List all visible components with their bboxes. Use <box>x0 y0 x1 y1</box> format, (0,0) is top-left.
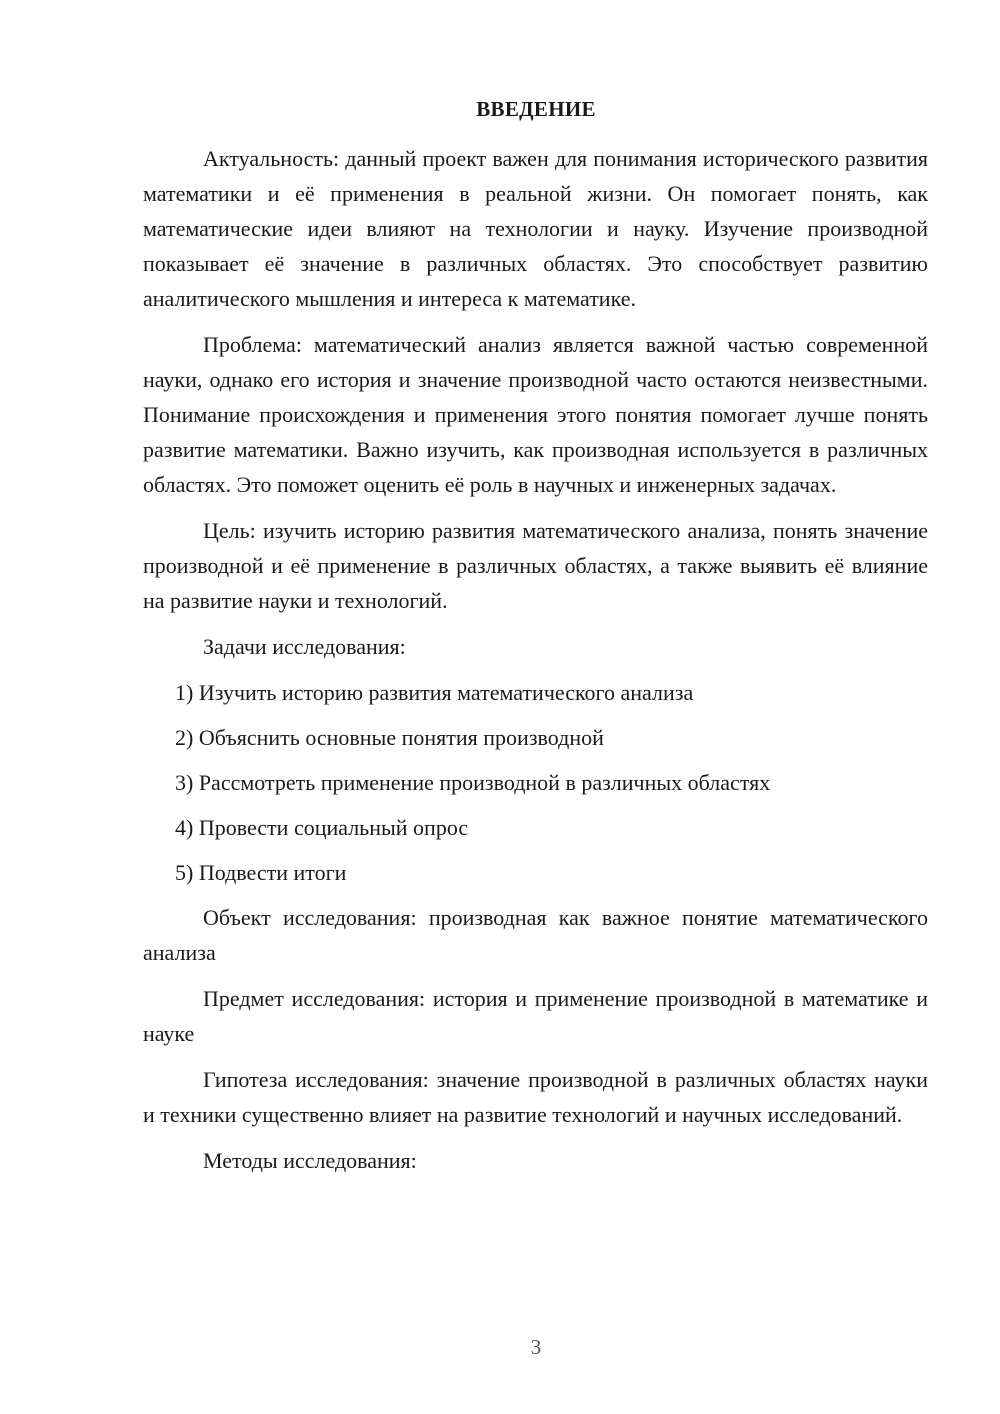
page-number: 3 <box>530 1335 542 1359</box>
paragraph-relevance: Актуальность: данный проект важен для понимания исторического развития математики и её применения в реальной жизни. Он помогает понять, как математические идеи влияют на технологии и науку. Изучение производной показывает её значение в различных областях. Это способствует развитию аналитического мышления и интереса к математике. <box>143 146 928 311</box>
paragraph-object: Объект исследования: производная как важное понятие математического анализа <box>143 905 928 965</box>
list-item: 5) Подвести итоги <box>175 860 347 885</box>
list-item: 2) Объяснить основные понятия производной <box>175 725 604 750</box>
task-list <box>143 675 928 890</box>
page-title: ВВЕДЕНИЕ <box>476 97 596 121</box>
list-item: 4) Провести социальный опрос <box>175 815 469 840</box>
paragraph-goal: Цель: изучить историю развития математического анализа, понять значение производной и её применение в различных областях, а также выявить её влияние на развитие науки и технологий. <box>143 518 928 613</box>
paragraph-subject: Предмет исследования: история и применение производной в математике и науке <box>143 986 928 1046</box>
paragraph-problem: Проблема: математический анализ является важной частью современной науки, однако его история и значение производной часто остаются неизвестными. Понимание происхождения и применения этого понятия помогает лучше понять развитие математики. Важно изучить, как производная используется в различных областях. Это поможет оценить её роль в научных и инженерных задачах. <box>143 332 928 497</box>
list-item: 1) Изучить историю развития математического анализа <box>175 680 694 705</box>
list-item: 3) Рассмотреть применение производной в различных областях <box>175 770 771 795</box>
paragraph-methods-heading: Методы исследования: <box>203 1148 417 1173</box>
paragraph-tasks-heading: Задачи исследования: <box>203 634 406 659</box>
document-body <box>143 141 928 1189</box>
paragraph-hypothesis: Гипотеза исследования: значение производной в различных областях науки и техники существенно влияет на развитие технологий и научных исследований. <box>143 1067 928 1127</box>
